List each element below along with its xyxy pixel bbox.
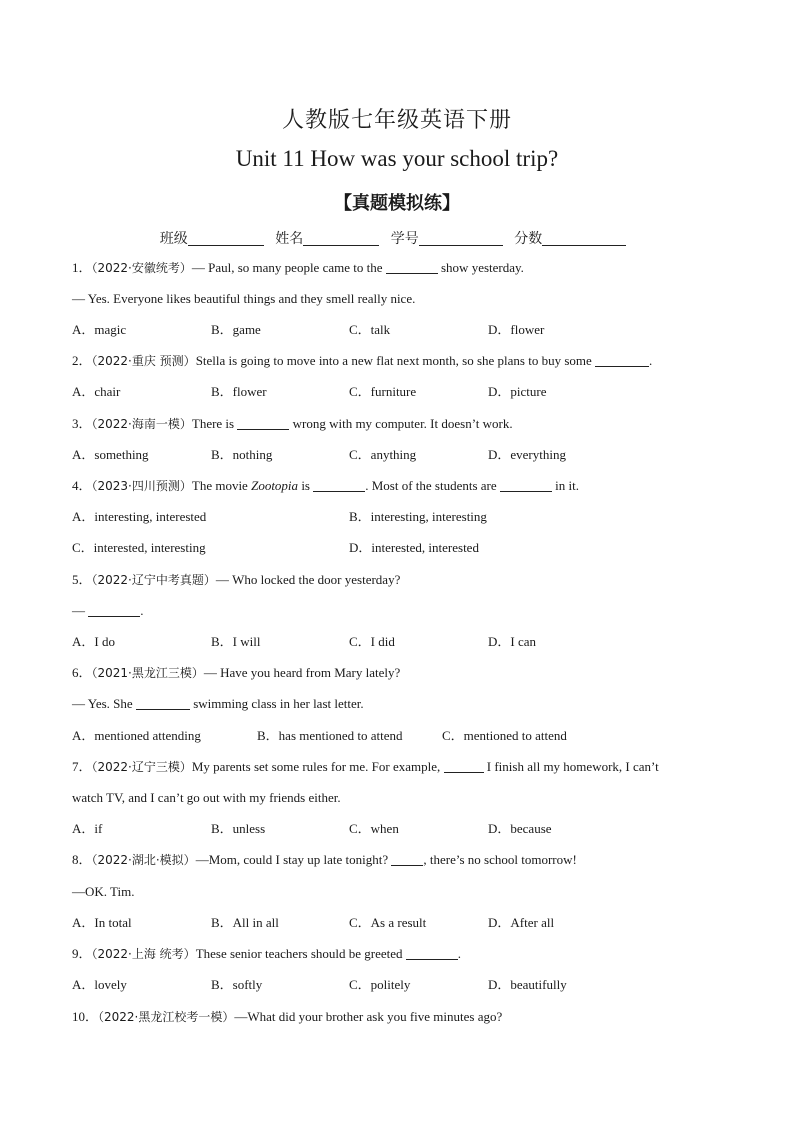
name-blank[interactable] (303, 231, 379, 246)
q9-option-d[interactable]: D．beautifully (488, 977, 567, 992)
q5-option-c[interactable]: C．I did (349, 634, 395, 649)
question-4-stem: 4．（2023·四川预测）The movie Zootopia is . Most of the students are in it. (72, 478, 579, 493)
q4-option-c[interactable]: C．interested, interesting (72, 540, 206, 555)
score-blank[interactable] (542, 231, 626, 246)
answer-blank[interactable] (391, 853, 423, 866)
q6-option-b[interactable]: B．has mentioned to attend (257, 728, 403, 743)
q8-option-c[interactable]: C．As a result (349, 915, 427, 930)
question-8-stem: 8．（2022·湖北·模拟）—Mom, could I stay up late tonight? , there’s no school tomorrow! (72, 852, 577, 867)
q7-option-b[interactable]: B．unless (211, 821, 266, 836)
question-10-stem: 10．（2022·黑龙江校考一模）—What did your brother ask you five minutes ago? (72, 1009, 503, 1024)
page-title-cn: 人教版七年级英语下册 (281, 107, 512, 132)
question-1-line2: — Yes. Everyone likes beautiful things and they smell really nice. (72, 291, 416, 306)
answer-blank[interactable] (88, 604, 140, 617)
q3-option-b[interactable]: B．nothing (211, 447, 273, 462)
q2-option-a[interactable]: A．chair (72, 384, 121, 399)
student-info-row (0, 228, 794, 248)
q8-option-b[interactable]: B．All in all (211, 915, 279, 930)
q1-option-a[interactable]: A．magic (72, 322, 127, 337)
q9-option-b[interactable]: B．softly (211, 977, 263, 992)
name-label: 姓名 (275, 232, 304, 247)
q5-option-d[interactable]: D．I can (488, 634, 537, 649)
class-blank[interactable] (188, 231, 264, 246)
q1-option-b[interactable]: B．game (211, 322, 261, 337)
q2-option-d[interactable]: D．picture (488, 384, 547, 399)
q7-option-d[interactable]: D．because (488, 821, 552, 836)
q1-option-c[interactable]: C．talk (349, 322, 391, 337)
answer-blank[interactable] (136, 697, 190, 710)
q1-option-d[interactable]: D．flower (488, 322, 545, 337)
q3-option-d[interactable]: D．everything (488, 447, 566, 462)
question-2-stem: 2．（2022·重庆 预测）Stella is going to move into a new flat next month, so she plans to buy some . (72, 353, 653, 368)
question-9-stem: 9．（2022·上海 统考）These senior teachers should be greeted . (72, 946, 462, 961)
question-7-line2: watch TV, and I can’t go out with my friends either. (72, 790, 341, 805)
question-6-line2: — Yes. She swimming class in her last letter. (72, 696, 364, 711)
page-subtitle: 【真题模拟练】 (334, 193, 460, 214)
question-5-stem: 5．（2022·辽宁中考真题）— Who locked the door yesterday? (72, 572, 401, 587)
q5-option-b[interactable]: B．I will (211, 634, 261, 649)
question-5-line2: — . (72, 603, 144, 618)
q4-option-d[interactable]: D．interested, interested (349, 540, 479, 555)
q6-option-a[interactable]: A．mentioned attending (72, 728, 201, 743)
q7-option-c[interactable]: C．when (349, 821, 399, 836)
q5-option-a[interactable]: A．I do (72, 634, 115, 649)
answer-blank[interactable] (386, 261, 438, 274)
answer-blank[interactable] (444, 760, 484, 773)
answer-blank[interactable] (313, 479, 365, 492)
answer-blank[interactable] (237, 417, 289, 430)
q3-option-a[interactable]: A．something (72, 447, 149, 462)
q8-option-d[interactable]: D．After all (488, 915, 555, 930)
class-label: 班级 (159, 232, 188, 247)
q7-option-a[interactable]: A．if (72, 821, 103, 836)
id-label: 学号 (390, 232, 419, 247)
question-7-stem: 7．（2022·辽宁三模）My parents set some rules for me. For example, I finish all my homework, I can’t (72, 759, 659, 774)
score-label: 分数 (514, 232, 543, 247)
q2-option-b[interactable]: B．flower (211, 384, 267, 399)
page-title-en: Unit 11 How was your school trip? (235, 146, 559, 171)
q9-option-a[interactable]: A．lovely (72, 977, 127, 992)
q6-option-c[interactable]: C．mentioned to attend (442, 728, 567, 743)
question-8-line2: —OK. Tim. (72, 884, 135, 899)
q3-option-c[interactable]: C．anything (349, 447, 417, 462)
q9-option-c[interactable]: C．politely (349, 977, 411, 992)
id-blank[interactable] (419, 231, 503, 246)
question-3-stem: 3．（2022·海南一模）There is wrong with my computer. It doesn’t work. (72, 416, 513, 431)
answer-blank[interactable] (500, 479, 552, 492)
q2-option-c[interactable]: C．furniture (349, 384, 417, 399)
question-1-stem: 1．（2022·安徽统考）— Paul, so many people came to the show yesterday. (72, 260, 524, 275)
q4-option-b[interactable]: B．interesting, interesting (349, 509, 487, 524)
q4-option-a[interactable]: A．interesting, interested (72, 509, 207, 524)
question-6-stem: 6．（2021·黑龙江三模）— Have you heard from Mary lately? (72, 665, 401, 680)
answer-blank[interactable] (406, 947, 458, 960)
answer-blank[interactable] (595, 354, 649, 367)
q8-option-a[interactable]: A．In total (72, 915, 132, 930)
